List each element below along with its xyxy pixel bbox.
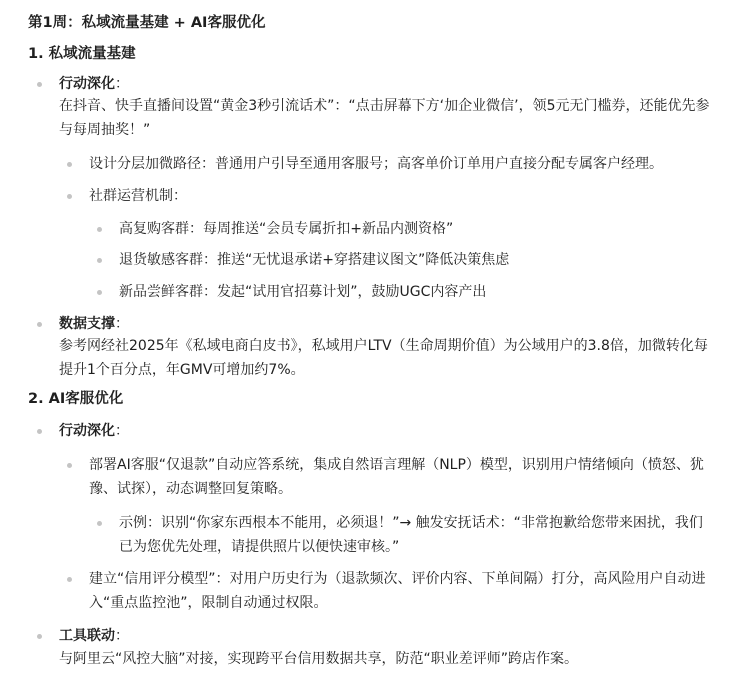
credit-model-item: 建立“信用评分模型”：对用户历史行为（退款频次、评价内容、下单间隔）打分，高风险用户自动进入“重点监控池”，限制自动通过权限。 [89,571,706,611]
bullet [67,577,72,582]
bullet [97,521,102,526]
tools-heading: 工具联动： [59,628,129,644]
example-item: 示例：识别“你家东西根本不能用，必须退！”→ 触发安抚话术：“非常抱歉给您带来困扰，我们已为您优先处理，请提供照片以便快速审核。” [119,515,703,555]
bullet [37,322,42,327]
section1-action-heading: 行动深化： [59,76,129,92]
bullet [97,227,102,232]
week-title: 第1周：私域流量基建 + AI客服优化 [28,15,266,31]
community-ops-item: 社群运营机制： [89,188,187,204]
bullet [67,162,72,167]
group-item-high-repurchase: 高复购客群：每周推送“会员专属折扣+新品内测资格” [119,221,454,237]
bullet [37,429,42,434]
bullet [37,82,42,87]
tiered-path-item: 设计分层加微路径：普通用户引导至通用客服号；高客单价订单用户直接分配专属客户经理。 [89,156,663,172]
ai-service-item: 部署AI客服“仅退款”自动应答系统，集成自然语言理解（NLP）模型，识别用户情绪倾向（愤怒、犹豫、试探），动态调整回复策略。 [89,457,704,497]
bullet [67,463,72,468]
section1-title: 1. 私域流量基建 [28,46,136,62]
section2-action-heading: 行动深化： [59,423,129,439]
group-item-return-sensitive: 退货敏感客群：推送“无忧退承诺+穿搭建议图文”降低决策焦虑 [119,252,510,268]
data-support-heading: 数据支撑： [59,316,129,332]
data-support-text: 参考网经社2025年《私域电商白皮书》，私域用户LTV（生命周期价值）为公域用户的3.8倍，加微转化每提升1个百分点，年GMV可增加约7%。 [59,338,708,378]
bullet [97,290,102,295]
bullet [37,634,42,639]
section1-action-text: 在抖音、快手直播间设置“黄金3秒引流话术”：“点击屏幕下方‘加企业微信’，领5元无门槛券，还能优先参与每周抽奖！” [59,98,710,138]
bullet [67,194,72,199]
bullet [97,258,102,263]
section2-title: 2. AI客服优化 [28,391,124,407]
tools-text: 与阿里云“风控大脑”对接，实现跨平台信用数据共享，防范“职业差评师”跨店作案。 [59,651,579,667]
group-item-new-product: 新品尝鲜客群：发起“试用官招募计划”，鼓励UGC内容产出 [119,284,487,300]
